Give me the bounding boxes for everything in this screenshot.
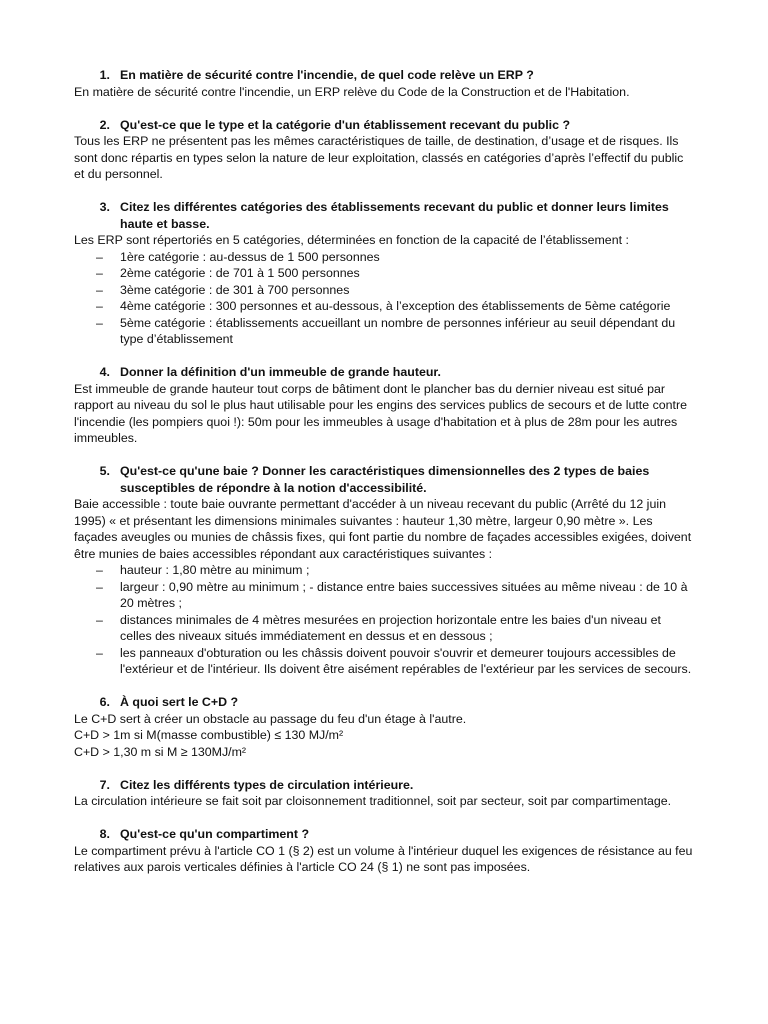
question-number: 7. [99, 777, 110, 792]
question-number: 1. [99, 68, 110, 82]
answer-text: Baie accessible : toute baie ouvrante permettant d'accéder à un niveau recevant du public (Arrêté du 12 juin 1995) « et présentant les dimensions minimales suivantes : hauteur 1,30 mètre, largeur 0,90 mètre ». Les façades aveugles ou munies de châssis fixes, qui font partie du nombre de façades accessibles exigées, doivent être munies de baies accessibles répondant aux caractéristiques suivantes : [74, 497, 692, 561]
dash-bullet: – [96, 645, 103, 660]
list-item-text: hauteur : 1,80 mètre au minimum ; [120, 563, 310, 577]
question-heading [74, 694, 694, 711]
question-number: 6. [99, 695, 110, 709]
question-heading [74, 463, 694, 496]
list-item-text: 5ème catégorie : établissements accueillant un nombre de personnes inférieur au seuil dépendant du type d’établissement [120, 315, 676, 346]
dash-bullet: – [96, 563, 103, 577]
question-title: Qu'est-ce qu'une baie ? Donner les caractéristiques dimensionnelles des 2 types de baies susceptibles de répondre à la notion d'accessibilité. [120, 464, 650, 495]
list-item-text: 3ème catégorie : de 301 à 700 personnes [120, 282, 350, 297]
question-heading [74, 199, 694, 232]
list-item-text: les panneaux d'obturation ou les châssis doivent pouvoir s'ouvrir et demeurer toujours accessibles de l'extérieur et de l'intérieur. Ils doivent être aisément repérables de l'extérieur par les services de secours. [120, 645, 692, 676]
dash-bullet: – [96, 579, 103, 594]
answer-text: Est immeuble de grande hauteur tout corps de bâtiment dont le plancher bas du dernier niveau est situé par rapport au niveau du sol le plus haut utilisable pour les engins des services publics de secours et de lutte contre l'incendie (les pompiers quoi !): 50m pour les immeubles à usage d'habitation et à plus de 28m pour les autres immeubles. [74, 381, 688, 445]
question-number: 2. [99, 117, 110, 132]
list-item [74, 315, 694, 348]
dash-bullet: – [96, 266, 103, 280]
document-page [74, 67, 694, 892]
list-item-text: 4ème catégorie : 300 personnes et au-dessous, à l’exception des établissements de 5ème catégorie [120, 299, 671, 313]
list-item [74, 562, 694, 579]
list-item [74, 282, 694, 299]
list-item [74, 579, 694, 612]
question-number: 3. [99, 200, 110, 214]
question-heading [74, 777, 694, 794]
list-item [74, 645, 694, 678]
list-item-text: distances minimales de 4 mètres mesurées en projection horizontale entre les baies d'un niveau et celles des niveaux situés immédiatement en dessus et en dessous ; [120, 612, 661, 643]
question-title: À quoi sert le C+D ? [120, 695, 239, 709]
qa-block-1 [74, 67, 694, 100]
question-title: Citez les différents types de circulation intérieure. [120, 777, 414, 792]
dash-bullet: – [96, 249, 103, 264]
question-title: Citez les différentes catégories des établissements recevant du public et donner leurs limites haute et basse. [120, 200, 669, 231]
answer-line: C+D > 1,30 m si M ≥ 130MJ/m² [74, 744, 247, 759]
baie-requirements-list [74, 562, 694, 678]
question-heading [74, 826, 694, 843]
list-item [74, 612, 694, 645]
qa-block-2 [74, 117, 694, 183]
category-list [74, 249, 694, 348]
dash-bullet: – [96, 315, 103, 330]
answer-line: C+D > 1m si M(masse combustible) ≤ 130 MJ/m² [74, 728, 344, 742]
list-item [74, 265, 694, 282]
question-number: 5. [99, 464, 110, 478]
list-item-text: 1ère catégorie : au-dessus de 1 500 personnes [120, 249, 380, 264]
list-item-text: largeur : 0,90 mètre au minimum ; - distance entre baies successives situées au même niveau : de 10 à 20 mètres ; [120, 579, 688, 610]
list-item-text: 2ème catégorie : de 701 à 1 500 personnes [120, 266, 360, 280]
qa-block-3 [74, 199, 694, 348]
dash-bullet: – [96, 612, 103, 627]
question-title: Qu'est-ce qu'un compartiment ? [120, 827, 310, 841]
dash-bullet: – [96, 299, 103, 313]
qa-block-8 [74, 826, 694, 876]
question-title: En matière de sécurité contre l'incendie, de quel code relève un ERP ? [120, 68, 534, 82]
question-heading [74, 67, 694, 84]
list-item [74, 298, 694, 315]
answer-text: Le compartiment prévu à l'article CO 1 (§ 2) est un volume à l'intérieur duquel les exigences de résistance au feu relatives aux parois verticales définies à l'article CO 24 (§ 1) ne sont pas imposées. [74, 843, 693, 874]
answer-text: En matière de sécurité contre l'incendie, un ERP relève du Code de la Construction et de l'Habitation. [74, 84, 630, 99]
question-title: Donner la définition d'un immeuble de grande hauteur. [120, 365, 442, 379]
question-number: 8. [99, 827, 110, 841]
qa-block-4 [74, 364, 694, 447]
qa-block-6 [74, 694, 694, 760]
question-number: 4. [99, 365, 110, 379]
answer-text: Tous les ERP ne présentent pas les mêmes caractéristiques de taille, de destination, d’usage et de risques. Ils sont donc répartis en types selon la nature de leur exploitation, classés en catégories d’après l’effectif du public et du personnel. [74, 134, 684, 181]
dash-bullet: – [96, 282, 103, 297]
answer-text: Les ERP sont répertoriés en 5 catégories, déterminées en fonction de la capacité de l’établissement : [74, 233, 629, 247]
qa-block-5 [74, 463, 694, 678]
question-heading [74, 117, 694, 134]
answer-line: Le C+D sert à créer un obstacle au passage du feu d'un étage à l'autre. [74, 711, 467, 726]
qa-block-7 [74, 777, 694, 810]
list-item [74, 249, 694, 266]
question-title: Qu'est-ce que le type et la catégorie d'un établissement recevant du public ? [120, 117, 571, 132]
question-heading [74, 364, 694, 381]
answer-text: La circulation intérieure se fait soit par cloisonnement traditionnel, soit par secteur, soit par compartimentage. [74, 794, 672, 808]
